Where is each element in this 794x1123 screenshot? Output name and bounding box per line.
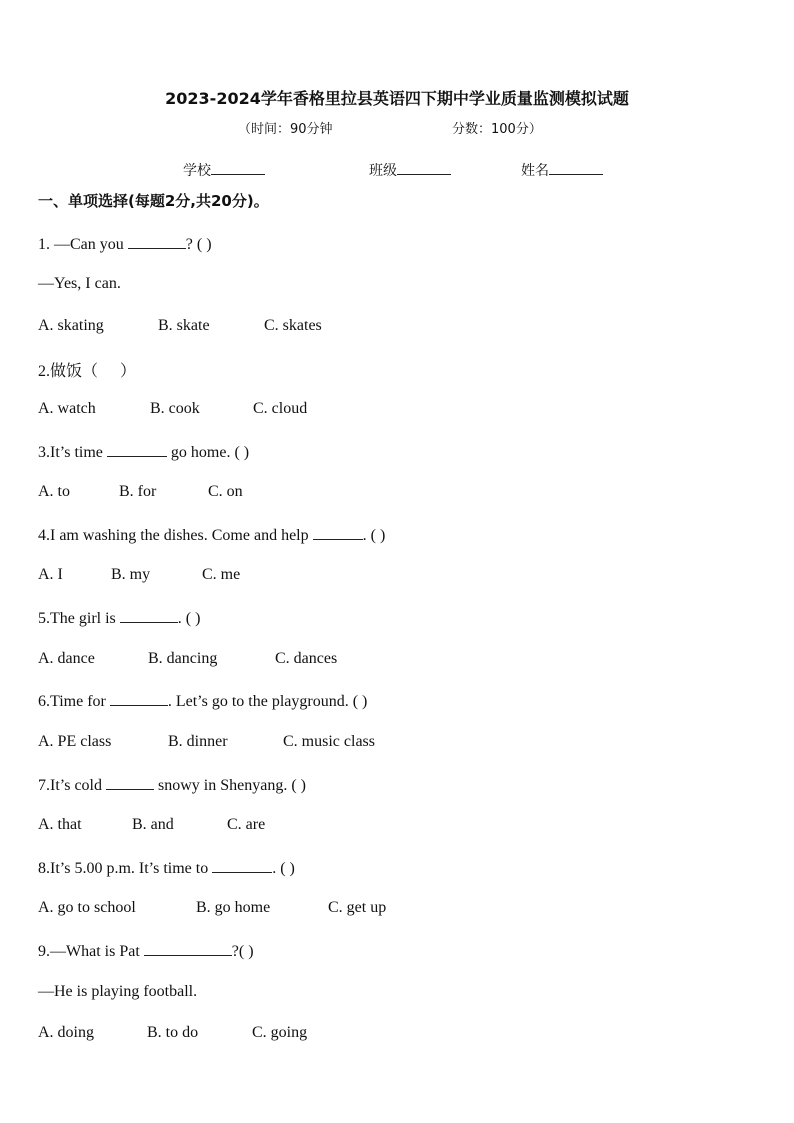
option-a[interactable]: A. PE class bbox=[38, 733, 112, 750]
answer-blank[interactable] bbox=[107, 442, 167, 457]
class-blank[interactable] bbox=[397, 160, 451, 175]
question-6-options bbox=[38, 733, 375, 751]
class-label: 班级 bbox=[369, 163, 397, 179]
answer-blank[interactable] bbox=[120, 608, 178, 623]
option-c[interactable]: C. cloud bbox=[253, 400, 308, 417]
question-3-options bbox=[38, 483, 243, 501]
question-4-options bbox=[38, 566, 240, 584]
answer-blank[interactable] bbox=[110, 691, 168, 706]
option-b[interactable]: B. my bbox=[111, 566, 151, 583]
question-6: 6.Time for . Let’s go to the playground. ( ) bbox=[38, 693, 368, 710]
option-c[interactable]: C. on bbox=[208, 483, 243, 500]
exam-score: 分数：100分） bbox=[452, 122, 542, 137]
option-b[interactable]: B. to do bbox=[147, 1024, 199, 1041]
answer-blank[interactable] bbox=[128, 234, 186, 249]
question-8-options bbox=[38, 899, 386, 917]
question-9-options bbox=[38, 1024, 307, 1042]
option-c[interactable]: C. are bbox=[227, 816, 266, 833]
option-b[interactable]: B. go home bbox=[196, 899, 271, 916]
option-a[interactable]: A. to bbox=[38, 483, 70, 500]
question-9-answer-line: —He is playing football. bbox=[38, 983, 198, 1000]
question-1: 1. —Can you ? ( ) bbox=[38, 236, 212, 253]
question-5-options bbox=[38, 650, 337, 668]
question-2-options bbox=[38, 400, 307, 418]
option-b[interactable]: B. for bbox=[119, 483, 157, 500]
exam-title: 2023-2024学年香格里拉县英语四下期中学业质量监测模拟试题 bbox=[165, 89, 629, 108]
option-a[interactable]: A. dance bbox=[38, 650, 95, 667]
school-label: 学校 bbox=[183, 163, 211, 179]
option-a[interactable]: A. skating bbox=[38, 317, 104, 334]
option-a[interactable]: A. go to school bbox=[38, 899, 136, 916]
option-b[interactable]: B. skate bbox=[158, 317, 210, 334]
answer-blank[interactable] bbox=[212, 858, 272, 873]
option-a[interactable]: A. doing bbox=[38, 1024, 94, 1041]
name-blank[interactable] bbox=[549, 160, 603, 175]
question-3: 3.It’s time go home. ( ) bbox=[38, 444, 250, 461]
question-5: 5.The girl is . ( ) bbox=[38, 610, 201, 627]
option-c[interactable]: C. skates bbox=[264, 317, 322, 334]
question-2: 2.做饭（ ） bbox=[38, 363, 137, 380]
option-c[interactable]: C. me bbox=[202, 566, 241, 583]
question-7: 7.It’s cold snowy in Shenyang. ( ) bbox=[38, 777, 306, 794]
option-c[interactable]: C. get up bbox=[328, 899, 387, 916]
option-a[interactable]: A. I bbox=[38, 566, 63, 583]
name-label: 姓名 bbox=[521, 163, 549, 179]
exam-time: （时间：90分钟 bbox=[238, 122, 333, 137]
question-4: 4.I am washing the dishes. Come and help . ( ) bbox=[38, 527, 386, 544]
option-c[interactable]: C. music class bbox=[283, 733, 375, 750]
option-b[interactable]: B. dancing bbox=[148, 650, 218, 667]
answer-blank[interactable] bbox=[313, 525, 363, 540]
school-blank[interactable] bbox=[211, 160, 265, 175]
option-b[interactable]: B. and bbox=[132, 816, 174, 833]
option-b[interactable]: B. cook bbox=[150, 400, 200, 417]
question-9: 9.—What is Pat ?( ) bbox=[38, 943, 254, 960]
question-8: 8.It’s 5.00 p.m. It’s time to . ( ) bbox=[38, 860, 295, 877]
section-title: 一、单项选择(每题2分,共20分)。 bbox=[38, 192, 269, 210]
option-a[interactable]: A. watch bbox=[38, 400, 96, 417]
option-a[interactable]: A. that bbox=[38, 816, 82, 833]
answer-blank[interactable] bbox=[106, 775, 154, 790]
question-1-answer-line: —Yes, I can. bbox=[38, 275, 121, 292]
answer-blank[interactable] bbox=[98, 362, 120, 376]
question-1-options bbox=[38, 317, 322, 335]
option-c[interactable]: C. dances bbox=[275, 650, 338, 667]
option-c[interactable]: C. going bbox=[252, 1024, 308, 1041]
answer-blank[interactable] bbox=[144, 941, 232, 956]
class-field[interactable] bbox=[369, 160, 451, 180]
option-b[interactable]: B. dinner bbox=[168, 733, 228, 750]
question-7-options bbox=[38, 816, 265, 834]
name-field[interactable] bbox=[521, 160, 603, 180]
school-field[interactable] bbox=[183, 160, 265, 180]
